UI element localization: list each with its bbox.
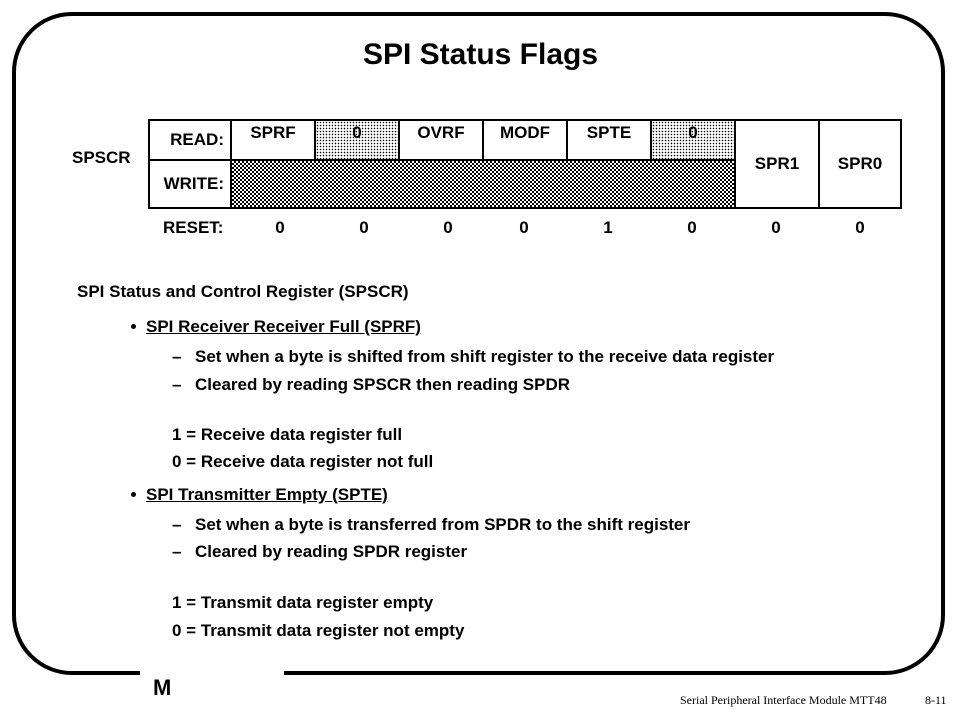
section-title: SPI Status and Control Register (SPSCR) — [77, 282, 409, 301]
bit-label: SPR1 — [754, 154, 800, 173]
bit-label: SPR0 — [837, 154, 883, 173]
reset-label: RESET: — [163, 218, 224, 237]
bullet-item: Set when a byte is transferred from SPDR to the shift register — [195, 515, 691, 534]
bullet-item: Cleared by reading SPDR register — [195, 542, 468, 561]
bit-spr0 — [818, 119, 902, 209]
bullet-item: Set when a byte is shifted from shift register to the receive data register — [195, 347, 775, 366]
value-description: 0 = Transmit data register not empty — [172, 621, 465, 640]
bit-label: OVRF — [417, 123, 465, 142]
value-description: 1 = Receive data register full — [172, 425, 403, 444]
bullet-icon — [131, 492, 136, 497]
bit-label: MODF — [499, 123, 551, 142]
bit-ovrf — [398, 119, 484, 161]
dash-icon: – — [172, 347, 182, 366]
bit-label: 0 — [352, 123, 362, 142]
bullet-heading: SPI Receiver Receiver Full (SPRF) — [146, 317, 421, 336]
dash-icon: – — [172, 542, 182, 561]
bit-2-reserved — [650, 119, 736, 161]
bit-modf — [482, 119, 568, 161]
motorola-logo: M — [153, 675, 172, 700]
write-label: WRITE: — [163, 174, 224, 193]
write-unimplemented-bits — [230, 159, 736, 209]
read-label: READ: — [170, 130, 224, 149]
reset-value-spr0: 0 — [855, 218, 865, 237]
read-label-cell — [148, 119, 232, 161]
bullet-item: Cleared by reading SPSCR then reading SPDR — [195, 375, 571, 394]
bit-spr1 — [734, 119, 820, 209]
reset-value-spte: 1 — [603, 218, 613, 237]
reset-value-bit2: 0 — [687, 218, 697, 237]
slide-title: SPI Status Flags — [362, 38, 599, 71]
reset-value-ovrf: 0 — [443, 218, 453, 237]
bullet-icon — [131, 324, 136, 329]
reset-value-modf: 0 — [519, 218, 529, 237]
bit-label: 0 — [688, 123, 698, 142]
bit-spte — [566, 119, 652, 161]
value-description: 0 = Receive data register not full — [172, 452, 434, 471]
bit-label: SPTE — [586, 123, 632, 142]
reset-value-bit6: 0 — [359, 218, 369, 237]
bit-label: SPRF — [250, 123, 296, 142]
dash-icon: – — [172, 375, 182, 394]
slide-frame — [12, 12, 945, 675]
reset-value-spr1: 0 — [771, 218, 781, 237]
reset-value-sprf: 0 — [275, 218, 285, 237]
bullet-heading: SPI Transmitter Empty (SPTE) — [146, 485, 388, 504]
bit-7-reserved — [314, 119, 400, 161]
bit-sprf — [230, 119, 316, 161]
write-label-cell — [148, 159, 232, 209]
dash-icon: – — [172, 515, 182, 534]
page-number: 8-11 — [925, 693, 947, 707]
footer-text: Serial Peripheral Interface Module MTT48 — [680, 693, 887, 707]
register-name: SPSCR — [72, 148, 131, 167]
value-description: 1 = Transmit data register empty — [172, 593, 434, 612]
